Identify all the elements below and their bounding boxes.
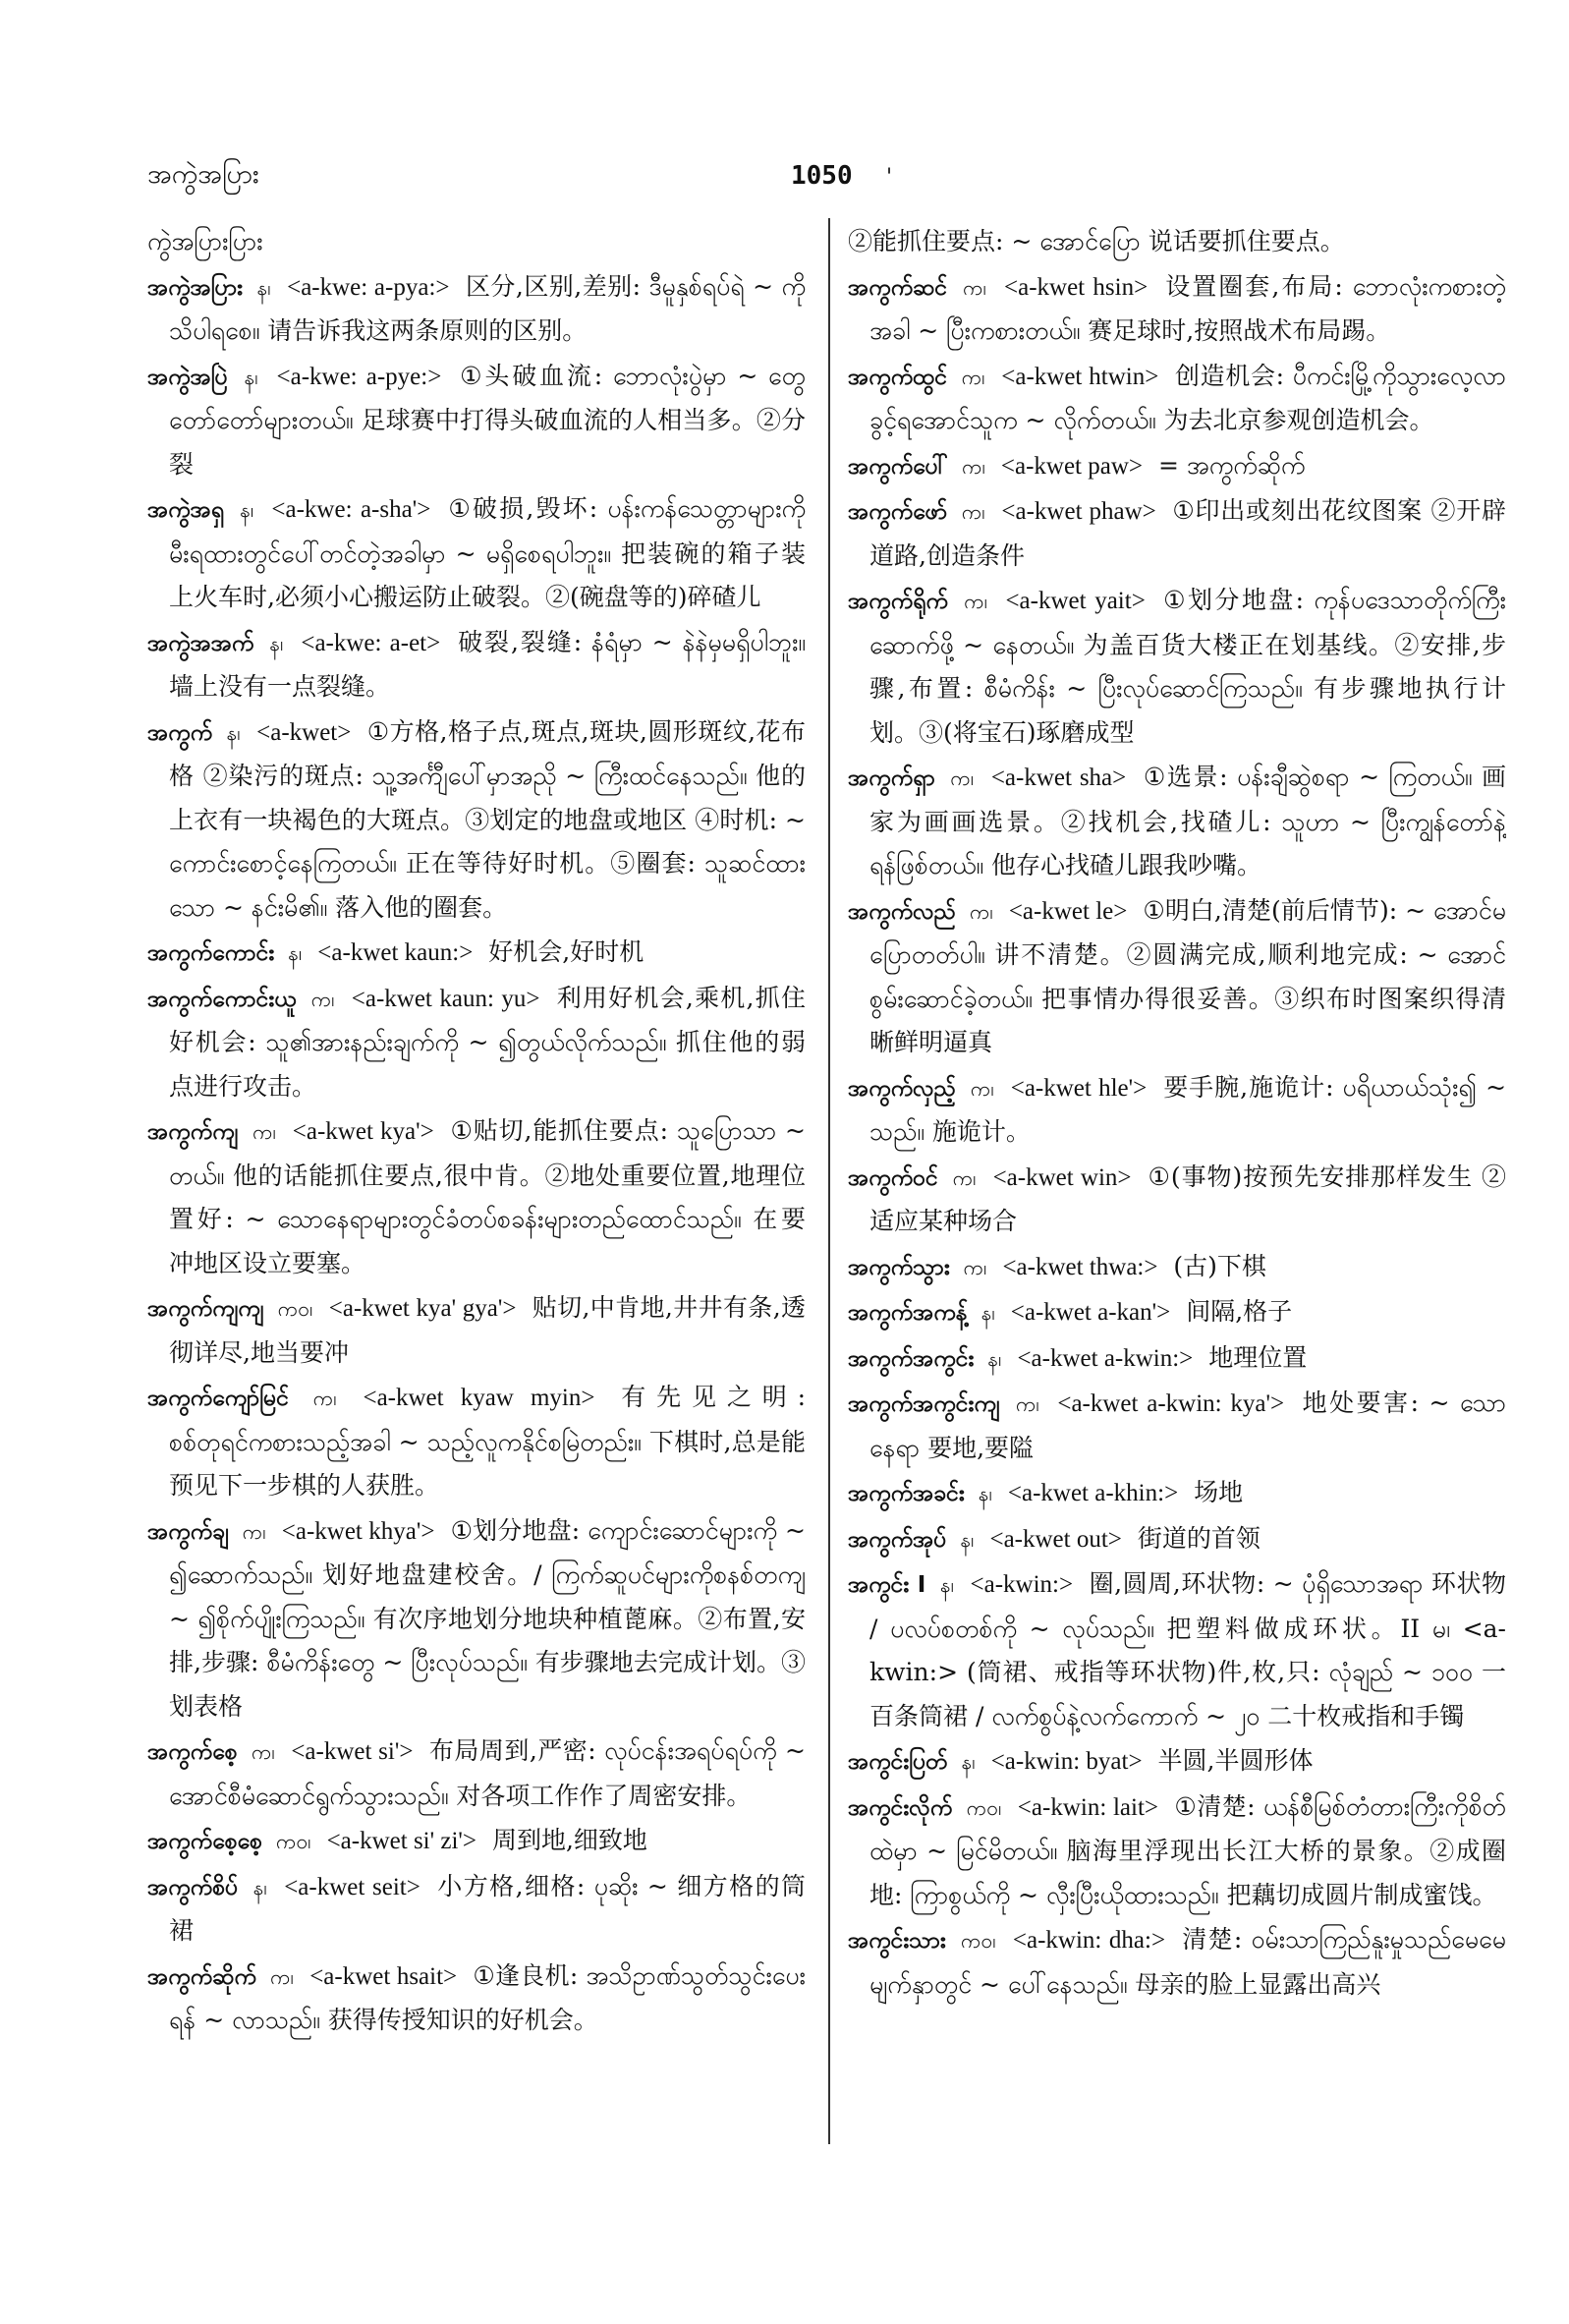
part-of-speech: က၊ xyxy=(312,1387,337,1410)
dictionary-entry xyxy=(848,444,1506,489)
definition: 地处要害: ~ သောနေရာ 要地,要隘 xyxy=(869,1389,1506,1462)
pronunciation: <a-kwet kya'> xyxy=(292,1118,434,1145)
headword: အကွင်းလိုက် xyxy=(848,1794,953,1821)
dictionary-entry xyxy=(848,1739,1506,1785)
dictionary-entry xyxy=(147,710,806,931)
part-of-speech: က၊ xyxy=(964,590,988,613)
pronunciation: <a-kwe: a-pya:> xyxy=(287,273,450,301)
definition: 破裂,裂缝: နံရံမှာ ~ နဲနဲမှမရှိပါဘူး။ 墙上没有一点裂缝。 xyxy=(169,627,806,701)
dictionary-entry xyxy=(848,265,1506,354)
dictionary-entry xyxy=(147,977,806,1109)
pronunciation: <a-kwe: a-sha'> xyxy=(271,496,431,523)
definition: 有先见之明: စစ်တုရင်ကစားသည့်အခါ ~ သည့်လူကနိုင်စမြဲတည်း။ 下棋时,总是能预见下一步棋的人获胜。 xyxy=(169,1383,806,1500)
headword: အကွက်အကန့် xyxy=(848,1300,968,1326)
dictionary-entry xyxy=(147,265,806,354)
pronunciation: <a-kwe: a-et> xyxy=(301,629,441,656)
dictionary-entry xyxy=(147,1729,806,1818)
definition: ①划分地盘: ကုန်ပဒေသာတိုက်ကြီးဆောက်ဖို့ ~ နေတယ်။ 为盖百货大楼正在划基线。②安排,步骤,布置: စီမံကိန်း ~ ပြီးလုပ်ဆောင်ကြသည်။ 有步骤地执行计划。③(将宝石)琢磨成型 xyxy=(869,586,1506,747)
headword: အကွဲအအက် xyxy=(147,630,254,656)
dictionary-entry xyxy=(147,1376,806,1508)
headword: အကွက်စေ့စေ့ xyxy=(147,1829,262,1854)
headword: အကွက်ဖော် xyxy=(848,499,948,525)
headword: အကွက်ဆင် xyxy=(848,274,948,301)
part-of-speech: န၊ xyxy=(939,1573,955,1597)
part-of-speech: န၊ xyxy=(288,941,303,965)
headword: အကွဲအရှ xyxy=(147,497,224,523)
dictionary-entry xyxy=(848,1156,1506,1244)
pronunciation: <a-kwet htwin> xyxy=(1001,363,1159,390)
definition: 区分,区别,差别: ဒီမူနှစ်ရပ်ရဲ ~ ကိုသိပါရစေ။ 请告诉我这两条原则的区别。 xyxy=(169,271,806,345)
headword: အကွက်စေ့ xyxy=(147,1739,238,1765)
definition: (古)下棋 xyxy=(1173,1251,1266,1280)
headword: အကွက်ရှာ xyxy=(848,765,935,791)
pronunciation: <a-kwet kya' gya'> xyxy=(328,1295,517,1322)
pronunciation: <a-kwin: lait> xyxy=(1017,1793,1158,1821)
part-of-speech: က၊ xyxy=(310,987,335,1011)
definition: ①清楚: ယန်စီမြစ်တံတားကြီးကိုစိတ်ထဲမှာ ~ မြင်မိတယ်။ 脑海里浮现出长江大桥的景象。②成圈地: ကြာစွယ်ကို ~ လှီးပြီးယိုထားသည်။ 把藕切成圆片制成蜜饯。 xyxy=(869,1791,1506,1909)
headword: အကွက်အုပ် xyxy=(848,1526,947,1553)
dictionary-entry xyxy=(848,889,1506,1065)
guide-word: အကွဲအပြား xyxy=(147,159,259,190)
pronunciation: <a-kwet win> xyxy=(992,1163,1132,1191)
definition: ①明白,清楚(前后情节): ~ အောင်မပြောတတ်ပါ။ 讲不清楚。②圆满完成,顺利地完成: ~ အောင်စွမ်းဆောင်ခဲ့တယ်။ 把事情办得很妥善。③织布时图案织得清晰鲜明逼真 xyxy=(869,895,1506,1056)
part-of-speech: က၊ xyxy=(961,500,985,524)
definition: ①头破血流: ဘောလုံးပွဲမှာ ~ တွေတော်တော်များတယ်။ 足球赛中打得头破血流的人相当多。②分裂 xyxy=(169,361,806,479)
headword: အကွက်ထွင် xyxy=(848,364,948,390)
dictionary-entry xyxy=(147,487,806,620)
part-of-speech: က၊ xyxy=(961,365,985,389)
dictionary-entry xyxy=(147,621,806,709)
header-mark: ' xyxy=(886,165,893,190)
part-of-speech: န၊ xyxy=(240,498,254,522)
part-of-speech: န၊ xyxy=(256,275,271,300)
pronunciation: <a-kwin: dha:> xyxy=(1012,1927,1166,1954)
dictionary-entry xyxy=(848,579,1506,755)
dictionary-entry xyxy=(147,1865,806,1954)
part-of-speech: က၊ xyxy=(950,766,975,790)
dictionary-entry xyxy=(147,1109,806,1285)
definition: ကွဲအပြားပြား xyxy=(147,227,263,255)
dictionary-entry xyxy=(848,1336,1506,1382)
headword: အကွင်းသား xyxy=(848,1928,946,1954)
dictionary-entry xyxy=(848,1918,1506,2007)
part-of-speech: က၀၊ xyxy=(275,1830,311,1853)
part-of-speech: က၊ xyxy=(962,454,985,479)
definition: 设置圈套,布局: ဘောလုံးကစားတဲ့အခါ ~ ပြီးကစားတယ်။ 赛足球时,按照战术布局踢。 xyxy=(869,271,1506,345)
pronunciation: <a-kwet out> xyxy=(989,1525,1122,1553)
pronunciation: <a-kwet kaun:> xyxy=(317,939,474,966)
headword: အကွင်း I xyxy=(848,1572,926,1598)
definition: 清楚: ဝမ်းသာကြည်နူးမှုသည်မေမေမျက်နှာတွင် ~ ပေါ်နေသည်။ 母亲的脸上显露出高兴 xyxy=(869,1925,1506,1999)
page-header xyxy=(0,157,1569,206)
part-of-speech: က၀၊ xyxy=(966,1795,1002,1820)
pronunciation: <a-kwin:> xyxy=(970,1571,1074,1598)
pronunciation: <a-kwet hle'> xyxy=(1010,1074,1148,1102)
pronunciation: <a-kwet hsin> xyxy=(1004,273,1149,301)
headword: အကွက်ကောင်းယူ xyxy=(147,986,297,1012)
definition: = အကွက်ဆိုက် xyxy=(1157,450,1306,480)
dictionary-entry xyxy=(147,1286,806,1375)
dictionary-entry xyxy=(848,1786,1506,1918)
part-of-speech: က၊ xyxy=(242,1519,266,1544)
part-of-speech: က၀၊ xyxy=(277,1297,313,1321)
pronunciation: <a-kwet si' zi'> xyxy=(326,1828,477,1854)
headword: အကွက်ဆိုက် xyxy=(147,1963,256,1990)
part-of-speech: န၊ xyxy=(960,1527,975,1552)
headword: အကွင်းပြတ် xyxy=(848,1749,948,1775)
pronunciation: <a-kwet a-kwin:> xyxy=(1017,1344,1194,1372)
pronunciation: <a-kwe: a-pye:> xyxy=(276,363,442,390)
definition: ①选景: ပန်းချီဆွဲစရာ ~ ကြတယ်။ 画家为画画选景。②找机会,找碴儿: သူဟာ ~ ပြီးကျွန်တော်နဲ့ရန်ဖြစ်တယ်။ 他存心找碴儿跟我吵嘴。 xyxy=(869,763,1506,879)
pronunciation: <a-kwet sha> xyxy=(990,765,1127,791)
definition: ②能抓住要点: ~ အောင်ပြော 说话要抓住要点。 xyxy=(848,227,1345,255)
definition: 小方格,细格: ပုဆိုး ~ 细方格的筒裙 xyxy=(169,1871,806,1945)
definition: 半圆,半圆形体 xyxy=(1157,1746,1314,1775)
definition: 场地 xyxy=(1194,1478,1244,1506)
dictionary-entry xyxy=(848,1471,1506,1516)
column-divider xyxy=(828,218,830,2144)
right-column xyxy=(848,220,1506,2146)
pronunciation: <a-kwet a-kan'> xyxy=(1010,1299,1171,1326)
headword: အကွဲအပြား xyxy=(147,274,244,301)
headword: အကွက်သွား xyxy=(848,1254,950,1280)
headword: အကွက်အကွင်း xyxy=(848,1345,975,1372)
headword: အကွက် xyxy=(147,719,213,746)
pronunciation: <a-kwet> xyxy=(256,718,352,746)
part-of-speech: က၊ xyxy=(952,1165,977,1190)
part-of-speech: က၊ xyxy=(1015,1392,1039,1416)
headword: အကွက်လည် xyxy=(848,898,956,925)
pronunciation: <a-kwin: byat> xyxy=(990,1748,1143,1775)
left-column xyxy=(147,220,806,2146)
headword: အကွက်ကောင်း xyxy=(147,940,275,966)
dictionary-entry xyxy=(848,1382,1506,1470)
part-of-speech: က၊ xyxy=(252,1740,275,1764)
dictionary-entry xyxy=(848,756,1506,888)
dictionary-entry xyxy=(848,1290,1506,1335)
part-of-speech: က၊ xyxy=(970,1076,994,1101)
headword: အကွက်အကွင်းကျ xyxy=(848,1391,1000,1417)
definition: 间隔,格子 xyxy=(1186,1297,1293,1326)
headword: အကွက်ချ xyxy=(147,1518,229,1545)
part-of-speech: န၊ xyxy=(961,1750,976,1774)
definition: 利用好机会,乘机,抓住好机会: သူ၏အားနည်းချက်ကို ~ ၍တွယ်လိုက်သည်။ 抓住他的弱点进行攻击。 xyxy=(169,983,806,1101)
dictionary-entry xyxy=(848,220,1506,264)
definition: ①划分地盘: ကျောင်းဆောင်များကို ~ ၍ဆောက်သည်။ 划好地盘建校舍。/ ကြက်ဆူပင်များကိုစနစ်တကျ ~ ၍စိုက်ပျိုးကြသည်။ 有次序地划分地块种植蓖麻。②布置,安排,步骤: စီမံကိန်းတွေ ~ ပြီးလုပ်သည်။ 有步骤地去完成计划。③划表格 xyxy=(169,1515,806,1721)
pronunciation: <a-kwet paw> xyxy=(1000,452,1144,480)
dictionary-entry xyxy=(848,489,1506,578)
definition: 贴切,中肯地,井井有条,透彻详尽,地当要冲 xyxy=(169,1293,806,1367)
headword: အကွက်အခင်း xyxy=(848,1481,965,1506)
part-of-speech: န၊ xyxy=(252,1875,267,1899)
dictionary-entry xyxy=(147,931,806,976)
pronunciation: <a-kwet le> xyxy=(1008,897,1128,925)
part-of-speech: က၊ xyxy=(969,899,993,924)
pronunciation: <a-kwet kyaw myin> xyxy=(363,1385,595,1411)
pronunciation: <a-kwet thwa:> xyxy=(1002,1253,1158,1280)
headword: အကွက်ဝင် xyxy=(848,1164,938,1191)
definition: 地理位置 xyxy=(1208,1342,1308,1372)
headword: အကွက်ကျကျ xyxy=(147,1296,264,1322)
dictionary-entry xyxy=(147,1955,806,2043)
headword: အကွက်လှည့် xyxy=(848,1075,956,1102)
dictionary-entry xyxy=(848,1562,1506,1738)
dictionary-entry xyxy=(848,1517,1506,1562)
headword: အကွဲအပြဲ xyxy=(147,364,228,390)
part-of-speech: န၊ xyxy=(987,1346,1002,1371)
headword: အကွက်ကျ xyxy=(147,1119,239,1145)
definition: 街道的首领 xyxy=(1137,1523,1261,1553)
part-of-speech: န၊ xyxy=(269,631,284,655)
headword: အကွက်စိပ် xyxy=(147,1874,239,1900)
part-of-speech: န၊ xyxy=(978,1482,992,1505)
pronunciation: <a-kwet si'> xyxy=(291,1738,414,1765)
pronunciation: <a-kwet khya'> xyxy=(281,1517,435,1545)
pronunciation: <a-kwet yait> xyxy=(1005,588,1146,614)
part-of-speech: က၊ xyxy=(252,1120,276,1144)
part-of-speech: န၊ xyxy=(226,720,241,745)
definition: ①破损,毁坏: ပန်းကန်သေတ္တာများကိုမီးရထားတွင်ပေါ်တင်တဲ့အခါမှာ ~ မရှိစေရပါဘူး။ 把装碗的箱子装上火车时,必须小心搬运防止破裂。②(碗盘等的)碎碴儿 xyxy=(169,494,806,611)
definition: ①方格,格子点,斑点,斑块,圆形斑纹,花布格 ②染污的斑点: သူ့အင်္ကျီပေါ်မှာအညို ~ ကြီးထင်နေသည်။ 他的上衣有一块褐色的大斑点。③划定的地盘或地区 ④时机: ~ ကောင်းစောင့်နေကြတယ်။ 正在等待好时机。⑤圈套: သူဆင်ထားသော ~ နင်းမိ၏။ 落入他的圈套。 xyxy=(169,716,806,922)
part-of-speech: န၊ xyxy=(981,1301,995,1325)
definition: 布局周到,严密: လုပ်ငန်းအရပ်ရပ်ကို ~ အောင်စီမံဆောင်ရွက်သွားသည်။ 对各项工作作了周密安排。 xyxy=(169,1736,806,1810)
pronunciation: <a-kwet kaun: yu> xyxy=(351,985,540,1012)
definition: 要手腕,施诡计: ပရိယာယ်သုံး၍ ~ သည်။ 施诡计。 xyxy=(869,1072,1506,1146)
pronunciation: <a-kwet a-khin:> xyxy=(1007,1480,1179,1506)
definition: 创造机会: ပီကင်းမြို့ကိုသွားလေ့လာခွင့်ရအောင်သူက ~ လိုက်တယ်။ 为去北京参观创造机会。 xyxy=(869,361,1506,434)
dictionary-entry xyxy=(147,355,806,487)
pronunciation: <a-kwet hsait> xyxy=(309,1962,458,1990)
pronunciation: <a-kwet a-kwin: kya'> xyxy=(1057,1390,1285,1417)
dictionary-entry xyxy=(147,1509,806,1729)
part-of-speech: က၊ xyxy=(963,1255,987,1279)
headword: အကွက်ကျော်မြင် xyxy=(147,1386,289,1411)
headword: အကွက်ရိုက် xyxy=(848,589,948,614)
definition: ①逢良机: အသိဥာဏ်သွတ်သွင်းပေးရန် ~ လာသည်။ 获得传授知识的好机会。 xyxy=(169,1960,806,2034)
dictionary-entry xyxy=(848,1066,1506,1155)
definition: 圈,圆周,环状物: ~ ပုံရှိသောအရာ 环状物 / ပလပ်စတစ်ကို ~ လုပ်သည်။ 把塑料做成环状。II မ၊ <a-kwin:> (筒裙、戒指等环状物)件,枚,只: လုံချည် ~ ၁၀၀ 一百条筒裙 / လက်စွပ်နဲ့လက်ကောက် ~ ၂၀ 二十枚戒指和手镯 xyxy=(869,1569,1506,1730)
definition: ①印出或刻出花纹图案 ②开辟道路,创造条件 xyxy=(869,496,1506,570)
part-of-speech: က၊ xyxy=(963,275,986,300)
pronunciation: <a-kwet phaw> xyxy=(1001,498,1156,525)
dictionary-entry xyxy=(147,220,806,264)
dictionary-entry xyxy=(848,1245,1506,1290)
dictionary-entry xyxy=(848,355,1506,443)
part-of-speech: က၊ xyxy=(270,1964,294,1989)
definition: ①(事物)按预先安排那样发生 ②适应某种场合 xyxy=(869,1162,1506,1235)
definition: ①贴切,能抓住要点: သူပြောသာ ~ တယ်။ 他的话能抓住要点,很中肯。②地处重要位置,地理位置好: ~ သောနေရာများတွင်ခံတပ်စခန်းများတည်ထောင်သည်။ 在要冲地区设立要塞。 xyxy=(169,1116,806,1277)
definition: 周到地,细致地 xyxy=(491,1826,647,1854)
page-number: 1050 xyxy=(791,161,853,191)
headword: အကွက်ပေါ် xyxy=(848,453,949,480)
definition: 好机会,好时机 xyxy=(488,937,644,966)
pronunciation: <a-kwet seit> xyxy=(284,1873,420,1900)
part-of-speech: န၊ xyxy=(244,365,258,389)
part-of-speech: က၀၊ xyxy=(960,1929,996,1953)
dictionary-entry xyxy=(147,1819,806,1864)
